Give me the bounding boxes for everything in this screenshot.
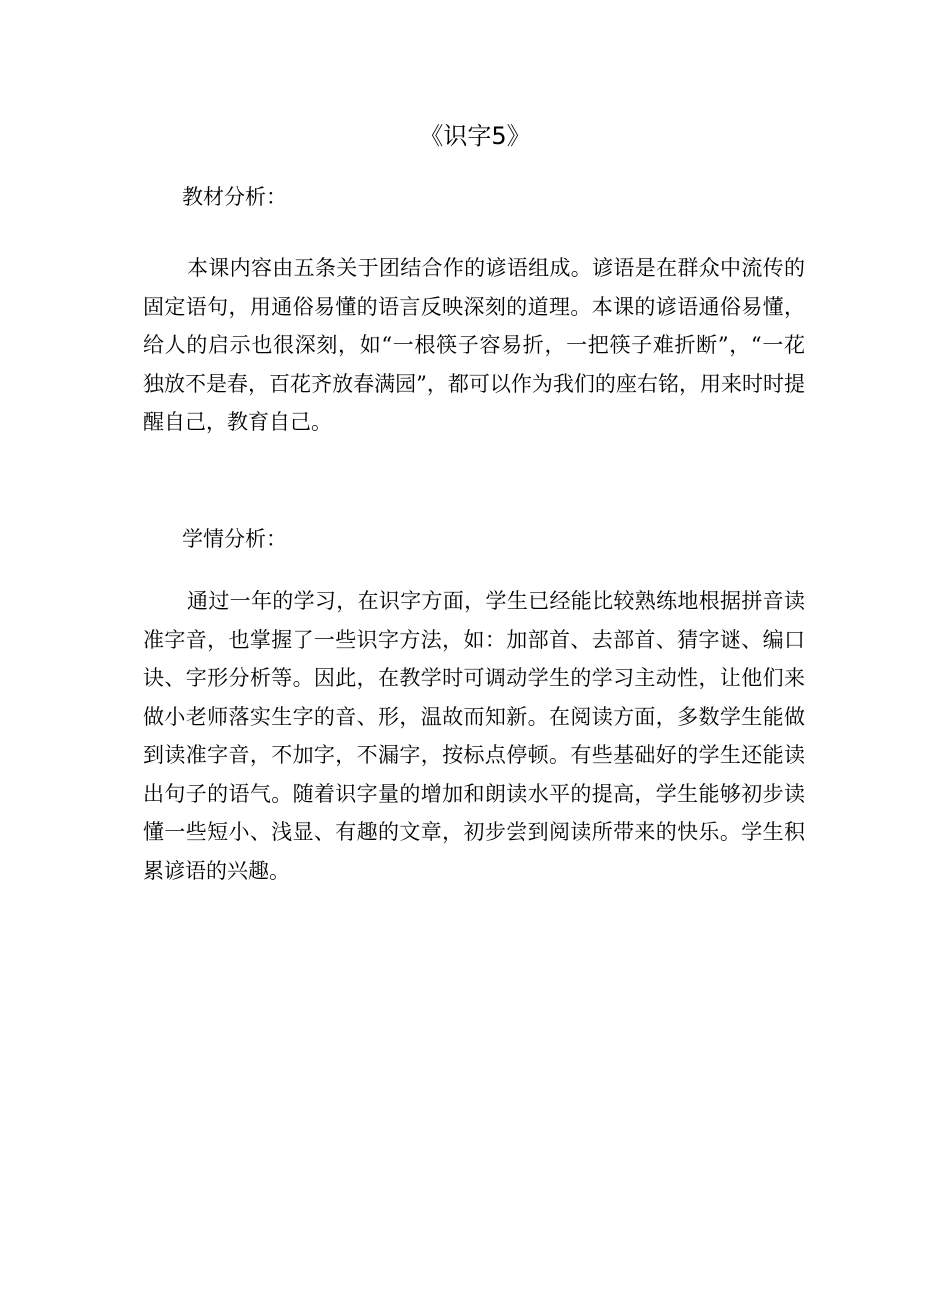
document-title: 《识字5》 <box>419 122 531 150</box>
section-heading-student-analysis: 学情分析： <box>182 527 287 551</box>
section-body-textbook-analysis: 本课内容由五条关于团结合作的谚语组成。谚语是在群众中流传的固定语句，用通俗易懂的语言反映深刻的道理。本课的谚语通俗易懂，给人的启示也很深刻，如“一根筷子容易折，一把筷子难折断”，“一花独放不是春，百花齐放春满园”，都可以作为我们的座右铭，用来时时提醒自己，教育自己。 <box>143 256 805 434</box>
section-heading-textbook-analysis: 教材分析： <box>182 185 287 209</box>
section-body-student-analysis: 通过一年的学习，在识字方面，学生已经能比较熟练地根据拼音读准字音，也掌握了一些识字方法，如：加部首、去部首、猜字谜、编口诀、字形分析等。因此，在教学时可调动学生的学习主动性，让他们来做小老师落实生字的音、形，温故而知新。在阅读方面，多数学生能做到读准字音，不加字，不漏字，按标点停顿。有些基础好的学生还能读出句子的语气。随着识字量的增加和朗读水平的提高，学生能够初步读懂一些短小、浅显、有趣的文章，初步尝到阅读所带来的快乐。学生积累谚语的兴趣。 <box>143 589 805 883</box>
